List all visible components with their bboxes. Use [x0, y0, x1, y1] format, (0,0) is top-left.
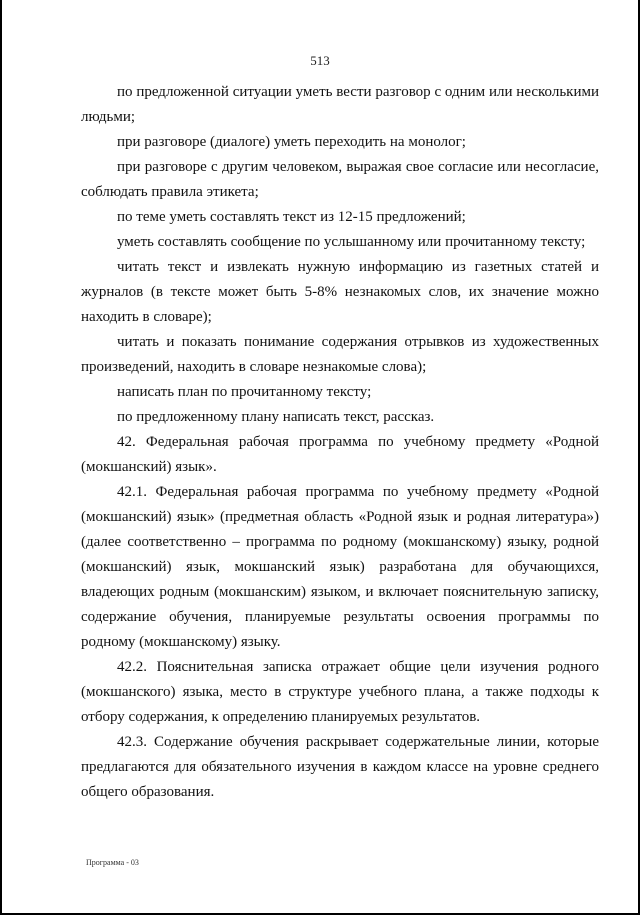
- paragraph: при разговоре с другим человеком, выражая свое согласие или несогласие, соблюдать правила этикета;: [81, 159, 599, 200]
- page-number: 513: [310, 53, 330, 68]
- paragraph: читать текст и извлекать нужную информацию из газетных статей и журналов (в тексте может быть 5-8% незнакомых слов, их значение можно находить в словаре);: [81, 259, 599, 325]
- paragraph: по предложенной ситуации уметь вести разговор с одним или несколькими людьми;: [81, 84, 599, 125]
- paragraph-42-2: 42.2. Пояснительная записка отражает общие цели изучения родного (мокшанского) языка, место в структуре учебного плана, а также подходы к отбору содержания, к определению планируемых результатов.: [81, 659, 599, 725]
- footer-note: Программа - 03: [86, 858, 139, 867]
- paragraph: по теме уметь составлять текст из 12-15 предложений;: [117, 209, 466, 225]
- paragraph: уметь составлять сообщение по услышанному или прочитанному тексту;: [117, 234, 586, 250]
- scan-edge-left: [0, 0, 2, 915]
- paragraph-42-3: 42.3. Содержание обучения раскрывает содержательные линии, которые предлагаются для обязательного изучения в каждом классе на уровне среднего общего образования.: [81, 734, 599, 800]
- paragraph: читать и показать понимание содержания отрывков из художественных произведений, находить в словаре незнакомые слова);: [81, 334, 599, 375]
- paragraph: по предложенному плану написать текст, рассказ.: [117, 409, 435, 425]
- paragraph-42-1: 42.1. Федеральная рабочая программа по учебному предмету «Родной (мокшанский) язык» (предметная область «Родной язык и родная литература») (далее соответственно – программа по родному (мокшанскому) языку, родной (мокшанский) язык, мокшанский язык) разработана для обучающихся, владеющих родным (мокшанским) языком, и включает пояснительную записку, содержание обучения, планируемые результаты освоения программы по родному (мокшанскому) языку.: [81, 484, 599, 650]
- section-heading-42: 42. Федеральная рабочая программа по учебному предмету «Родной (мокшанский) язык».: [81, 434, 599, 475]
- paragraph: написать план по прочитанному тексту;: [117, 384, 372, 400]
- paragraph: при разговоре (диалоге) уметь переходить на монолог;: [117, 134, 466, 150]
- body-text: [81, 80, 599, 805]
